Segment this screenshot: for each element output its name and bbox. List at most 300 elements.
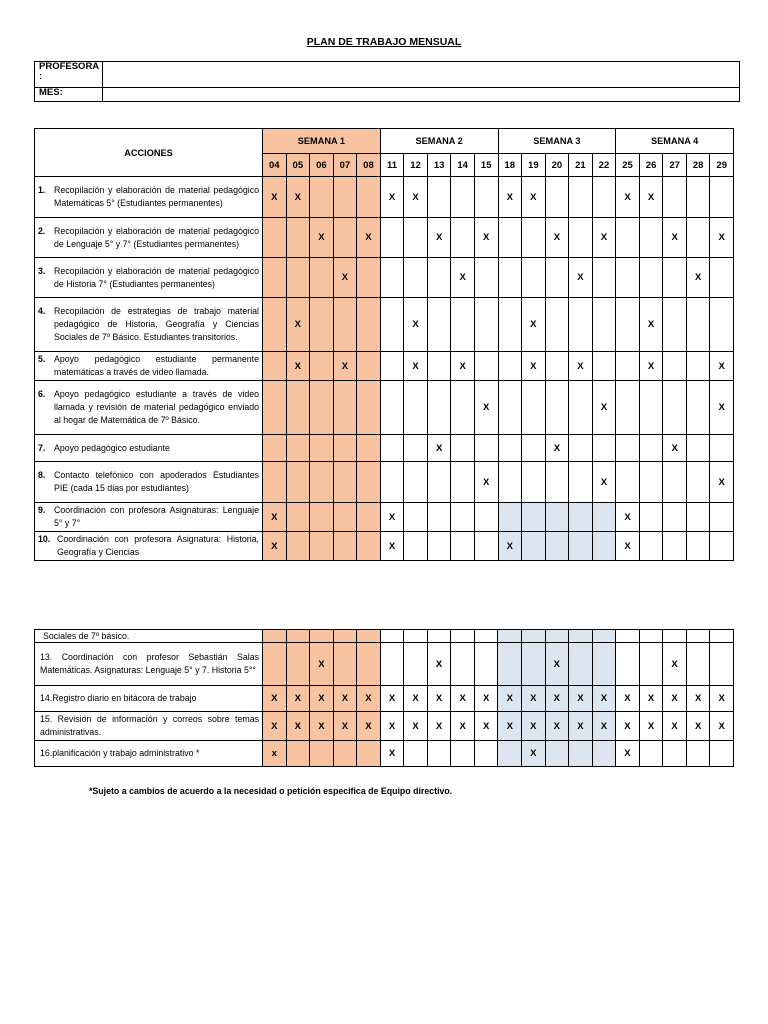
mark-day-25: X bbox=[616, 741, 640, 767]
action-text-wrap bbox=[38, 442, 259, 455]
action-number: 2. bbox=[38, 225, 46, 236]
mark-day-28: X bbox=[686, 258, 710, 298]
week-header-4: SEMANA 4 bbox=[616, 129, 734, 154]
mark-day-21: X bbox=[569, 712, 593, 741]
cell-day-25 bbox=[616, 462, 640, 503]
cell-day-26 bbox=[639, 381, 663, 435]
action-number: 7. bbox=[38, 442, 46, 453]
cell-day-19 bbox=[522, 532, 546, 561]
mark-day-12: X bbox=[404, 177, 428, 218]
mark-day-20: X bbox=[545, 686, 569, 712]
cell-day-11 bbox=[380, 462, 404, 503]
cell-day-11 bbox=[380, 258, 404, 298]
mark-day-25: X bbox=[616, 503, 640, 532]
mark-day-19: X bbox=[522, 298, 546, 352]
cell-day-22 bbox=[592, 630, 616, 643]
mark-day-19: X bbox=[522, 352, 546, 381]
day-header-04: 04 bbox=[263, 154, 287, 177]
cell-day-15 bbox=[474, 643, 498, 686]
week-header-1: SEMANA 1 bbox=[263, 129, 381, 154]
mark-day-06: X bbox=[310, 712, 334, 741]
action-number: 10. bbox=[38, 534, 51, 544]
day-header-08: 08 bbox=[357, 154, 381, 177]
mark-day-19: X bbox=[522, 177, 546, 218]
cell-day-19 bbox=[522, 503, 546, 532]
mark-day-25: X bbox=[616, 177, 640, 218]
cell-day-12 bbox=[404, 503, 428, 532]
cell-day-04 bbox=[263, 298, 287, 352]
cell-day-21 bbox=[569, 643, 593, 686]
cell-day-08 bbox=[357, 643, 381, 686]
action-row bbox=[35, 462, 734, 503]
mark-day-29: X bbox=[710, 462, 734, 503]
cell-day-26 bbox=[639, 643, 663, 686]
cell-day-29 bbox=[710, 741, 734, 767]
profesora-row bbox=[35, 62, 740, 88]
action-description: 14.Registro diario en bitácora de trabajo bbox=[35, 686, 263, 712]
day-header-25: 25 bbox=[616, 154, 640, 177]
action-text-wrap bbox=[38, 265, 259, 291]
cell-day-15 bbox=[474, 532, 498, 561]
mark-day-12: X bbox=[404, 298, 428, 352]
action-description bbox=[35, 258, 263, 298]
cell-day-25 bbox=[616, 218, 640, 258]
mark-day-29: X bbox=[710, 686, 734, 712]
action-text: Apoyo pedagógico estudiante permanente matemáticas a través de video llamada. bbox=[54, 354, 259, 377]
cell-day-15 bbox=[474, 503, 498, 532]
cell-day-19 bbox=[522, 381, 546, 435]
cell-day-22 bbox=[592, 177, 616, 218]
mark-day-14: X bbox=[451, 258, 475, 298]
mark-day-20: X bbox=[545, 435, 569, 462]
mark-day-06: X bbox=[310, 218, 334, 258]
cell-day-25 bbox=[616, 258, 640, 298]
action-description bbox=[35, 218, 263, 258]
cell-day-26 bbox=[639, 462, 663, 503]
cell-day-25 bbox=[616, 435, 640, 462]
mark-day-13: X bbox=[427, 218, 451, 258]
cell-day-12 bbox=[404, 532, 428, 561]
action-text: Contacto telefónico con apoderados Estudiantes PIE (cada 15 dias por estudiantes) bbox=[54, 470, 259, 493]
cell-day-20 bbox=[545, 352, 569, 381]
mark-day-22: X bbox=[592, 381, 616, 435]
cell-day-07 bbox=[333, 630, 357, 643]
cell-day-05 bbox=[286, 503, 310, 532]
cell-day-27 bbox=[663, 258, 687, 298]
action-description: 16.planificación y trabajo administrativo * bbox=[35, 741, 263, 767]
cell-day-14 bbox=[451, 435, 475, 462]
cell-day-29 bbox=[710, 643, 734, 686]
mark-day-27: X bbox=[663, 218, 687, 258]
mark-day-18: X bbox=[498, 686, 522, 712]
mark-day-06: X bbox=[310, 686, 334, 712]
cell-day-07 bbox=[333, 503, 357, 532]
action-description bbox=[35, 462, 263, 503]
header-table bbox=[34, 61, 740, 102]
mark-day-07: X bbox=[333, 686, 357, 712]
action-text-wrap bbox=[38, 225, 259, 251]
cell-day-25 bbox=[616, 381, 640, 435]
cell-day-07 bbox=[333, 298, 357, 352]
action-number: 4. bbox=[38, 306, 46, 316]
cell-day-13 bbox=[427, 258, 451, 298]
mark-day-05: X bbox=[286, 686, 310, 712]
cell-day-22 bbox=[592, 258, 616, 298]
mark-day-18: X bbox=[498, 712, 522, 741]
mark-day-27: X bbox=[663, 643, 687, 686]
week-header-3: SEMANA 3 bbox=[498, 129, 616, 154]
cell-day-19 bbox=[522, 258, 546, 298]
mark-day-18: X bbox=[498, 177, 522, 218]
action-description bbox=[35, 177, 263, 218]
action-description: 13. Coordinación con profesor Sebastián Salas Matemáticas. Asignaturas: Lenguaje 5° y 7. Historia 5°° bbox=[35, 643, 263, 686]
cell-day-21 bbox=[569, 381, 593, 435]
cell-day-28 bbox=[686, 503, 710, 532]
mark-day-26: X bbox=[639, 686, 663, 712]
cell-day-21 bbox=[569, 435, 593, 462]
cell-day-20 bbox=[545, 532, 569, 561]
action-description bbox=[35, 503, 263, 532]
cell-day-15 bbox=[474, 352, 498, 381]
mark-day-22: X bbox=[592, 686, 616, 712]
cell-day-28 bbox=[686, 298, 710, 352]
action-number: 5. bbox=[38, 354, 46, 364]
action-row bbox=[35, 630, 734, 643]
cell-day-21 bbox=[569, 177, 593, 218]
cell-day-15 bbox=[474, 298, 498, 352]
cell-day-29 bbox=[710, 435, 734, 462]
mark-day-20: X bbox=[545, 218, 569, 258]
cell-day-08 bbox=[357, 435, 381, 462]
cell-day-18 bbox=[498, 630, 522, 643]
cell-day-06 bbox=[310, 503, 334, 532]
action-row bbox=[35, 258, 734, 298]
action-text: Apoyo pedagógico estudiante bbox=[54, 442, 170, 453]
action-row bbox=[35, 712, 734, 741]
cell-day-28 bbox=[686, 643, 710, 686]
cell-day-27 bbox=[663, 741, 687, 767]
action-text-wrap bbox=[38, 388, 259, 427]
cell-day-13 bbox=[427, 741, 451, 767]
cell-day-25 bbox=[616, 643, 640, 686]
cell-day-18 bbox=[498, 298, 522, 352]
cell-day-06 bbox=[310, 177, 334, 218]
mark-day-05: X bbox=[286, 298, 310, 352]
action-row bbox=[35, 298, 734, 352]
schedule-table-main bbox=[34, 128, 734, 561]
action-number: 9. bbox=[38, 505, 46, 515]
cell-day-07 bbox=[333, 741, 357, 767]
mark-day-04: X bbox=[263, 686, 287, 712]
cell-day-12 bbox=[404, 630, 428, 643]
cell-day-14 bbox=[451, 462, 475, 503]
mark-day-08: X bbox=[357, 712, 381, 741]
acciones-header: ACCIONES bbox=[35, 129, 263, 177]
action-number: 6. bbox=[38, 389, 46, 399]
cell-day-28 bbox=[686, 177, 710, 218]
cell-day-13 bbox=[427, 177, 451, 218]
cell-day-20 bbox=[545, 630, 569, 643]
mark-day-27: X bbox=[663, 686, 687, 712]
cell-day-06 bbox=[310, 381, 334, 435]
mark-day-27: X bbox=[663, 712, 687, 741]
day-header-29: 29 bbox=[710, 154, 734, 177]
day-header-18: 18 bbox=[498, 154, 522, 177]
cell-day-07 bbox=[333, 462, 357, 503]
action-text-wrap bbox=[38, 184, 259, 210]
cell-day-26 bbox=[639, 741, 663, 767]
cell-day-18 bbox=[498, 218, 522, 258]
cell-day-05 bbox=[286, 435, 310, 462]
action-description bbox=[35, 381, 263, 435]
cell-day-05 bbox=[286, 741, 310, 767]
cell-day-15 bbox=[474, 741, 498, 767]
cell-day-22 bbox=[592, 741, 616, 767]
cell-day-18 bbox=[498, 741, 522, 767]
cell-day-22 bbox=[592, 298, 616, 352]
cell-day-27 bbox=[663, 532, 687, 561]
mark-day-26: X bbox=[639, 352, 663, 381]
mark-day-11: X bbox=[380, 177, 404, 218]
action-row bbox=[35, 686, 734, 712]
cell-day-29 bbox=[710, 258, 734, 298]
action-text-wrap bbox=[38, 533, 259, 559]
cell-day-22 bbox=[592, 532, 616, 561]
cell-day-15 bbox=[474, 258, 498, 298]
cell-day-20 bbox=[545, 462, 569, 503]
profesora-label: PROFESORA : bbox=[35, 62, 103, 88]
mark-day-20: X bbox=[545, 712, 569, 741]
cell-day-12 bbox=[404, 218, 428, 258]
cell-day-25 bbox=[616, 630, 640, 643]
cell-day-19 bbox=[522, 643, 546, 686]
action-number: 1. bbox=[38, 185, 46, 195]
cell-day-13 bbox=[427, 298, 451, 352]
cell-day-12 bbox=[404, 462, 428, 503]
cell-day-29 bbox=[710, 298, 734, 352]
cell-day-05 bbox=[286, 643, 310, 686]
action-row bbox=[35, 532, 734, 561]
action-row bbox=[35, 741, 734, 767]
day-header-07: 07 bbox=[333, 154, 357, 177]
action-text: Recopilación y elaboración de material pedagógico Matemáticas 5° (Estudiantes permanentes) bbox=[54, 185, 259, 208]
cell-day-26 bbox=[639, 630, 663, 643]
schedule-table-continued bbox=[34, 629, 734, 767]
cell-day-22 bbox=[592, 435, 616, 462]
cell-day-08 bbox=[357, 741, 381, 767]
document-title: PLAN DE TRABAJO MENSUAL bbox=[306, 36, 462, 48]
cell-day-08 bbox=[357, 462, 381, 503]
cell-day-27 bbox=[663, 177, 687, 218]
cell-day-07 bbox=[333, 218, 357, 258]
cell-day-26 bbox=[639, 503, 663, 532]
action-description bbox=[35, 352, 263, 381]
mark-day-11: X bbox=[380, 712, 404, 741]
mark-day-05: X bbox=[286, 352, 310, 381]
mark-day-13: X bbox=[427, 712, 451, 741]
cell-day-14 bbox=[451, 741, 475, 767]
action-description bbox=[35, 532, 263, 561]
mark-day-12: X bbox=[404, 352, 428, 381]
day-header-27: 27 bbox=[663, 154, 687, 177]
cell-day-13 bbox=[427, 462, 451, 503]
cell-day-21 bbox=[569, 741, 593, 767]
mark-day-04: x bbox=[263, 741, 287, 767]
day-header-15: 15 bbox=[474, 154, 498, 177]
mark-day-14: X bbox=[451, 686, 475, 712]
day-header-22: 22 bbox=[592, 154, 616, 177]
cell-day-04 bbox=[263, 462, 287, 503]
mark-day-08: X bbox=[357, 686, 381, 712]
mark-day-05: X bbox=[286, 177, 310, 218]
cell-day-14 bbox=[451, 532, 475, 561]
mark-day-15: X bbox=[474, 712, 498, 741]
cell-day-18 bbox=[498, 643, 522, 686]
cell-day-28 bbox=[686, 381, 710, 435]
cell-day-15 bbox=[474, 177, 498, 218]
cell-day-28 bbox=[686, 532, 710, 561]
cell-day-22 bbox=[592, 643, 616, 686]
action-text: Apoyo pedagógico estudiante a través de video llamada y revisión de material pedagógico enviado al hogar de Matemática de 7º Básico. bbox=[54, 389, 259, 425]
mark-day-13: X bbox=[427, 686, 451, 712]
cell-day-11 bbox=[380, 352, 404, 381]
action-text: Coordinación con profesora Asignaturas: Lenguaje 5° y 7° bbox=[54, 505, 259, 528]
action-description bbox=[35, 298, 263, 352]
cell-day-13 bbox=[427, 532, 451, 561]
cell-day-21 bbox=[569, 630, 593, 643]
cell-day-08 bbox=[357, 381, 381, 435]
cell-day-19 bbox=[522, 218, 546, 258]
cell-day-19 bbox=[522, 630, 546, 643]
week-header-2: SEMANA 2 bbox=[380, 129, 498, 154]
action-number: 8. bbox=[38, 470, 46, 480]
action-row bbox=[35, 435, 734, 462]
cell-day-08 bbox=[357, 503, 381, 532]
mark-day-28: X bbox=[686, 686, 710, 712]
mark-day-19: X bbox=[522, 741, 546, 767]
mark-day-19: X bbox=[522, 712, 546, 741]
cell-day-20 bbox=[545, 381, 569, 435]
day-header-19: 19 bbox=[522, 154, 546, 177]
mes-field[interactable] bbox=[103, 88, 740, 102]
cell-day-06 bbox=[310, 630, 334, 643]
mark-day-26: X bbox=[639, 298, 663, 352]
action-row bbox=[35, 381, 734, 435]
mark-day-08: X bbox=[357, 218, 381, 258]
cell-day-12 bbox=[404, 643, 428, 686]
cell-day-27 bbox=[663, 298, 687, 352]
action-text: Recopilación y elaboración de material pedagógico de Historia 7° (Estudiantes permanentes) bbox=[54, 265, 259, 289]
day-header-06: 06 bbox=[310, 154, 334, 177]
day-header-20: 20 bbox=[545, 154, 569, 177]
cell-day-18 bbox=[498, 462, 522, 503]
action-description: 15. Revisión de información y correos sobre temas administrativas. bbox=[35, 712, 263, 741]
cell-day-28 bbox=[686, 435, 710, 462]
cell-day-13 bbox=[427, 381, 451, 435]
cell-day-21 bbox=[569, 218, 593, 258]
action-text-wrap bbox=[38, 504, 259, 530]
cell-day-08 bbox=[357, 352, 381, 381]
day-header-05: 05 bbox=[286, 154, 310, 177]
cell-day-28 bbox=[686, 462, 710, 503]
day-header-21: 21 bbox=[569, 154, 593, 177]
day-header-26: 26 bbox=[639, 154, 663, 177]
mark-day-25: X bbox=[616, 686, 640, 712]
mark-day-22: X bbox=[592, 462, 616, 503]
mark-day-25: X bbox=[616, 712, 640, 741]
mark-day-22: X bbox=[592, 218, 616, 258]
day-header-13: 13 bbox=[427, 154, 451, 177]
mark-day-28: X bbox=[686, 712, 710, 741]
cell-day-08 bbox=[357, 177, 381, 218]
mark-day-22: X bbox=[592, 712, 616, 741]
mark-day-07: X bbox=[333, 352, 357, 381]
mark-day-15: X bbox=[474, 218, 498, 258]
cell-day-21 bbox=[569, 298, 593, 352]
cell-day-05 bbox=[286, 258, 310, 298]
mark-day-14: X bbox=[451, 352, 475, 381]
mark-day-05: X bbox=[286, 712, 310, 741]
action-text-wrap bbox=[38, 469, 259, 495]
cell-day-05 bbox=[286, 630, 310, 643]
action-text: Coordinación con profesora Asignatura: Historia, Geografía y Ciencias bbox=[57, 534, 259, 557]
mark-day-07: X bbox=[333, 258, 357, 298]
mark-day-11: X bbox=[380, 503, 404, 532]
cell-day-04 bbox=[263, 643, 287, 686]
mark-day-04: X bbox=[263, 177, 287, 218]
cell-day-14 bbox=[451, 298, 475, 352]
cell-day-19 bbox=[522, 462, 546, 503]
cell-day-11 bbox=[380, 630, 404, 643]
cell-day-20 bbox=[545, 741, 569, 767]
cell-day-26 bbox=[639, 218, 663, 258]
cell-day-11 bbox=[380, 381, 404, 435]
mark-day-13: X bbox=[427, 643, 451, 686]
cell-day-04 bbox=[263, 630, 287, 643]
action-row bbox=[35, 352, 734, 381]
cell-day-07 bbox=[333, 532, 357, 561]
cell-day-12 bbox=[404, 381, 428, 435]
cell-day-11 bbox=[380, 218, 404, 258]
action-row bbox=[35, 643, 734, 686]
mes-label: MES: bbox=[35, 88, 103, 102]
cell-day-06 bbox=[310, 532, 334, 561]
mark-day-11: X bbox=[380, 686, 404, 712]
cell-day-13 bbox=[427, 630, 451, 643]
cell-day-26 bbox=[639, 532, 663, 561]
action-number: 3. bbox=[38, 265, 46, 276]
cell-day-20 bbox=[545, 503, 569, 532]
action-row bbox=[35, 218, 734, 258]
day-header-14: 14 bbox=[451, 154, 475, 177]
mark-day-11: X bbox=[380, 741, 404, 767]
cell-day-21 bbox=[569, 503, 593, 532]
mark-day-25: X bbox=[616, 532, 640, 561]
cell-day-14 bbox=[451, 177, 475, 218]
cell-day-04 bbox=[263, 381, 287, 435]
action-row bbox=[35, 177, 734, 218]
cell-day-07 bbox=[333, 381, 357, 435]
cell-day-18 bbox=[498, 258, 522, 298]
profesora-field[interactable] bbox=[103, 62, 740, 88]
mark-day-20: X bbox=[545, 643, 569, 686]
cell-day-07 bbox=[333, 643, 357, 686]
cell-day-29 bbox=[710, 503, 734, 532]
cell-day-07 bbox=[333, 177, 357, 218]
cell-day-14 bbox=[451, 503, 475, 532]
cell-day-11 bbox=[380, 435, 404, 462]
cell-day-05 bbox=[286, 532, 310, 561]
